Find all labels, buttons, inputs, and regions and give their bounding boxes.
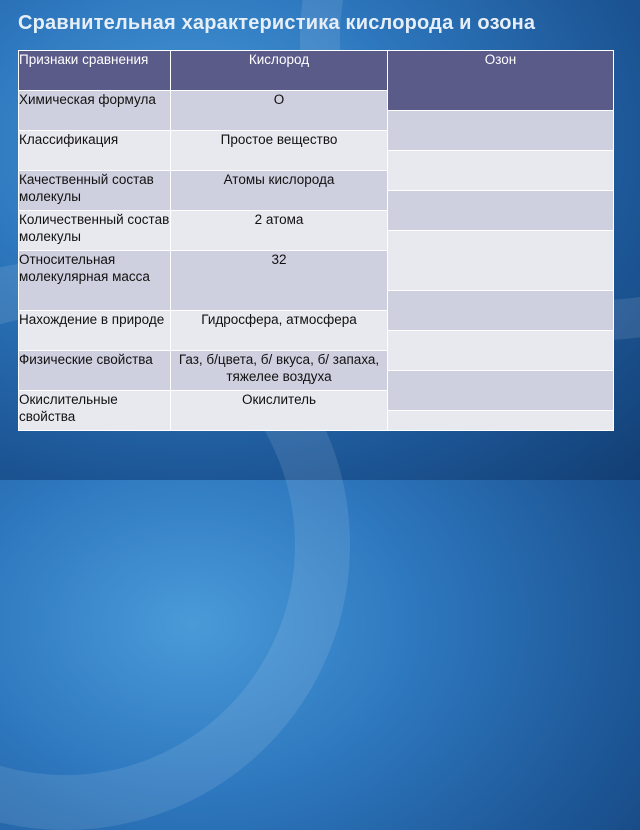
row-oxygen-value: О [171, 91, 388, 131]
row-ozone-value [388, 111, 614, 151]
row-ozone-value [388, 411, 614, 431]
row-oxygen-value: Окислитель [171, 391, 388, 431]
row-criterion: Относительная молекулярная масса [19, 251, 171, 311]
page-title: Сравнительная характеристика кислорода и озона [18, 12, 536, 34]
row-criterion: Классификация [19, 131, 171, 171]
row-oxygen-value: 2 атома [171, 211, 388, 251]
row-ozone-value [388, 231, 614, 291]
row-ozone-value [388, 371, 614, 411]
row-criterion: Окислительные свойства [19, 391, 171, 431]
row-ozone-value [388, 291, 614, 331]
row-oxygen-value: Гидросфера, атмосфера [171, 311, 388, 351]
header-oxygen: Кислород [171, 51, 388, 91]
comparison-table [18, 50, 614, 431]
row-criterion: Количественный состав молекулы [19, 211, 171, 251]
row-criterion: Химическая формула [19, 91, 171, 131]
header-criteria: Признаки сравнения [19, 51, 171, 91]
row-criterion: Качественный состав молекулы [19, 171, 171, 211]
row-oxygen-value: Простое вещество [171, 131, 388, 171]
row-criterion: Нахождение в природе [19, 311, 171, 351]
row-oxygen-value: Атомы кислорода [171, 171, 388, 211]
row-ozone-value [388, 331, 614, 371]
row-oxygen-value: Газ, б/цвета, б/ вкуса, б/ запаха, тяжелее воздуха [171, 351, 388, 391]
row-oxygen-value: 32 [171, 251, 388, 311]
row-criterion: Физические свойства [19, 351, 171, 391]
row-ozone-value [388, 151, 614, 191]
header-ozone: Озон [388, 51, 614, 111]
row-ozone-value [388, 191, 614, 231]
